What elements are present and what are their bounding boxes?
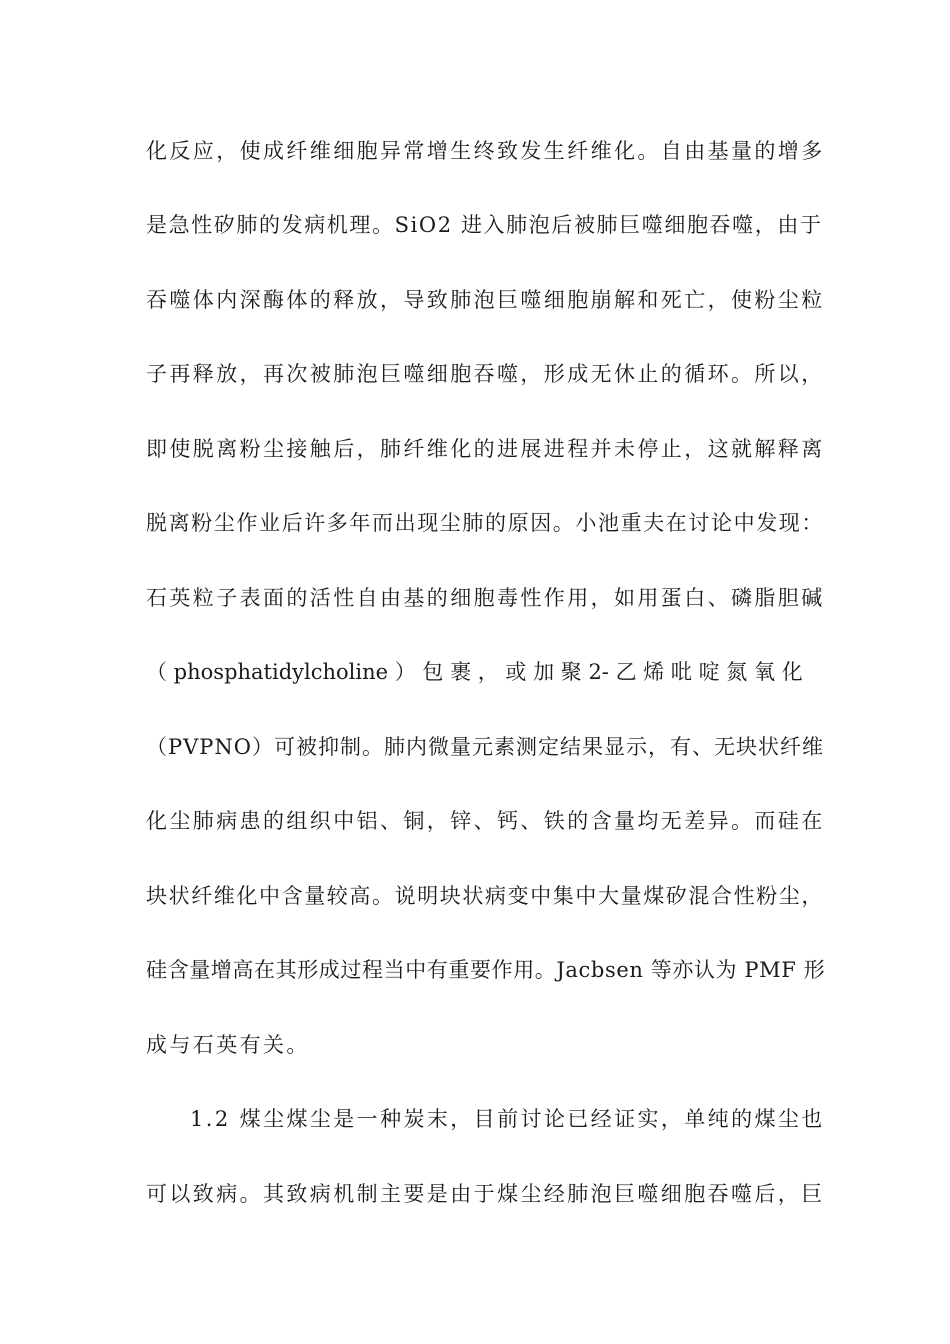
text-line-2: 是急性矽肺的发病机理。SiO2 进入肺泡后被肺巨噬细胞吞噬，由于	[146, 213, 823, 237]
paragraph-start-line: 1.2 煤尘煤尘是一种炭末，目前讨论已经证实，单纯的煤尘也	[190, 1107, 825, 1131]
text-line-13: 成与石英有关。	[146, 1033, 310, 1057]
text-line-9: （PVPNO）可被抑制。肺内微量元素测定结果显示，有、无块状纤维	[146, 735, 825, 759]
text-line-5: 即使脱离粉尘接触后，肺纤维化的进展进程并未停止，这就解释离	[146, 437, 825, 461]
text-line-6: 脱离粉尘作业后许多年而出现尘肺的原因。小池重夫在讨论中发现：	[146, 511, 824, 535]
text-line-8: （ phosphatidylcholine ） 包 裹 ， 或 加 聚 2- 乙 烯 吡 啶 氮 氧 化	[146, 660, 803, 684]
text-line-4: 子再释放，再次被肺泡巨噬细胞吞噬，形成无休止的循环。所以，	[146, 362, 825, 386]
text-line-11: 块状纤维化中含量较高。说明块状病变中集中大量煤矽混合性粉尘，	[146, 884, 824, 908]
text-line-7: 石英粒子表面的活性自由基的细胞毒性作用，如用蛋白、磷脂胆碱	[146, 586, 825, 610]
text-line-1: 化反应，使成纤维细胞异常增生终致发生纤维化。自由基量的增多	[146, 139, 825, 163]
text-line-15: 可以致病。其致病机制主要是由于煤尘经肺泡巨噬细胞吞噬后，巨	[146, 1182, 825, 1206]
text-line-3: 吞噬体内深酶体的释放，导致肺泡巨噬细胞崩解和死亡，使粉尘粒	[146, 288, 825, 312]
text-line-10: 化尘肺病患的组织中铝、铜，锌、钙、铁的含量均无差异。而硅在	[146, 809, 825, 833]
text-line-12: 硅含量增高在其形成过程当中有重要作用。Jacbsen 等亦认为 PMF 形	[146, 958, 826, 982]
